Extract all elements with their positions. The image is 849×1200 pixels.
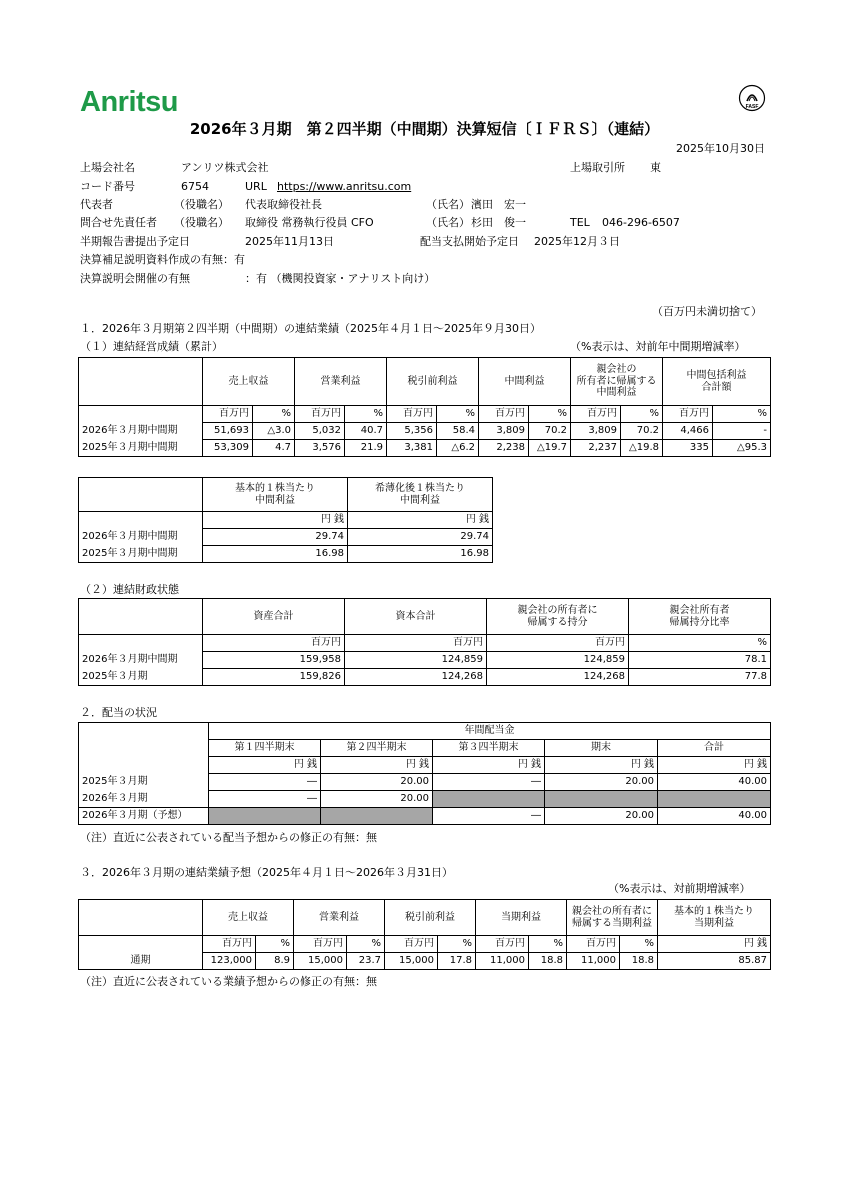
- url-label: URL: [245, 180, 267, 193]
- cell: 20.00: [545, 808, 658, 825]
- table-row: [79, 423, 771, 440]
- cell: 2,237: [571, 440, 621, 457]
- row-label: 2026年３月期中間期: [79, 529, 203, 546]
- cell: 3,809: [479, 423, 529, 440]
- unit: 百万円: [663, 406, 713, 423]
- company-logo: Anritsu: [80, 86, 178, 118]
- col-header: 親会社所有者 帰属持分比率: [629, 599, 771, 635]
- unit: %: [621, 406, 663, 423]
- cell: 17.8: [438, 953, 476, 970]
- cell: 124,268: [487, 669, 629, 686]
- unit: %: [253, 406, 295, 423]
- dividend-start-label: 配当支払開始予定日: [420, 235, 519, 248]
- row-label: 2025年３月期中間期: [79, 546, 203, 563]
- cell: 85.87: [658, 953, 771, 970]
- unit-row-label: [79, 512, 203, 529]
- unit: 円 銭: [348, 512, 493, 529]
- row-label: 通期: [79, 953, 203, 970]
- unit: %: [713, 406, 771, 423]
- unit: %: [620, 936, 658, 953]
- unit: %: [529, 936, 567, 953]
- cell: △19.8: [621, 440, 663, 457]
- code-label: コード番号: [80, 180, 135, 193]
- unit: 百万円: [345, 635, 487, 652]
- shaded-cell: [545, 791, 658, 808]
- dividend-note: （注）直近に公表されている配当予想からの修正の有無：無: [80, 831, 377, 844]
- code: 6754: [181, 180, 209, 193]
- rep-name: 濱田 宏一: [471, 198, 526, 211]
- shaded-cell: [321, 808, 433, 825]
- cell: 124,859: [487, 652, 629, 669]
- unit-row-label: [79, 757, 209, 774]
- unit: 百万円: [571, 406, 621, 423]
- cell: 20.00: [321, 774, 433, 791]
- unit: %: [437, 406, 479, 423]
- unit: 円 銭: [209, 757, 321, 774]
- col-header: 基本的１株当たり 中間利益: [203, 478, 348, 512]
- financial-position-table: [78, 598, 771, 686]
- unit: %: [529, 406, 571, 423]
- section2-title: ２．配当の状況: [80, 706, 157, 719]
- cell: △95.3: [713, 440, 771, 457]
- operating-results-table: [78, 357, 771, 457]
- contact-label: 問合せ先責任者: [80, 216, 157, 229]
- cell: 2,238: [479, 440, 529, 457]
- cell: 124,859: [345, 652, 487, 669]
- forecast-note: （注）直近に公表されている業績予想からの修正の有無：無: [80, 975, 377, 988]
- col-header: 営業利益: [294, 900, 385, 936]
- group-header: 年間配当金: [209, 723, 771, 740]
- cell: 16.98: [203, 546, 348, 563]
- table-row: [79, 669, 771, 686]
- table-row: [79, 652, 771, 669]
- contact-title: 取締役 常務執行役員 CFO: [245, 216, 374, 229]
- row-label: 2025年３月期中間期: [79, 440, 203, 457]
- shaded-cell: [209, 808, 321, 825]
- cell: 15,000: [385, 953, 438, 970]
- col-header: 売上収益: [203, 358, 295, 406]
- cell: 15,000: [294, 953, 347, 970]
- cell: 29.74: [203, 529, 348, 546]
- cell: 8.9: [256, 953, 294, 970]
- row-label: 2025年３月期: [79, 774, 209, 791]
- corner-cell: [79, 358, 203, 406]
- unit-row-label: [79, 936, 203, 953]
- exchange: 東: [650, 161, 661, 174]
- report-date: 2025年10月30日: [676, 142, 765, 155]
- unit: %: [347, 936, 385, 953]
- dividend-table: [78, 722, 771, 825]
- cell: 40.00: [658, 808, 771, 825]
- cell: 51,693: [203, 423, 253, 440]
- cell: ―: [433, 774, 545, 791]
- contact-name-label: （氏名）: [426, 216, 470, 229]
- shaded-cell: [658, 791, 771, 808]
- page-title: 2026年３月期 第２四半期（中間期）決算短信〔ＩＦＲＳ〕（連結）: [189, 120, 660, 138]
- fasf-badge-icon: [738, 84, 766, 112]
- col-header: 期末: [545, 740, 658, 757]
- unit: 円 銭: [658, 757, 771, 774]
- col-header: 第３四半期末: [433, 740, 545, 757]
- cell: 5,032: [295, 423, 345, 440]
- supp-label: 決算補足説明資料作成の有無：有: [80, 253, 245, 266]
- cell: 21.9: [345, 440, 387, 457]
- corner-cell: [79, 740, 209, 757]
- col-header: 親会社の 所有者に帰属する 中間利益: [571, 358, 663, 406]
- section3-note-pct: （%表示は、対前期増減率）: [608, 882, 751, 895]
- report-date-value: 2025年11月13日: [245, 235, 334, 248]
- row-label: 2026年３月期（予想）: [79, 808, 209, 825]
- unit: %: [256, 936, 294, 953]
- section3-title: ３．2026年３月期の連結業績予想（2025年４月１日～2026年３月31日）: [80, 866, 453, 879]
- corner-cell: [79, 900, 203, 936]
- briefing-label: 決算説明会開催の有無: [80, 272, 190, 285]
- table-row: [79, 808, 771, 825]
- cell: 159,958: [203, 652, 345, 669]
- col-header: 税引前利益: [387, 358, 479, 406]
- cell: -: [713, 423, 771, 440]
- cell: 5,356: [387, 423, 437, 440]
- forecast-table: [78, 899, 771, 970]
- section1-sub1-note: （%表示は、対前年中間期増減率）: [570, 340, 746, 353]
- col-header: 合計: [658, 740, 771, 757]
- cell: 3,809: [571, 423, 621, 440]
- cell: 3,576: [295, 440, 345, 457]
- cell: 70.2: [529, 423, 571, 440]
- cell: 18.8: [620, 953, 658, 970]
- row-label: 2026年３月期中間期: [79, 652, 203, 669]
- table-row: [79, 953, 771, 970]
- unit: 百万円: [567, 936, 620, 953]
- cell: 4,466: [663, 423, 713, 440]
- unit: 円 銭: [203, 512, 348, 529]
- section1-sub1: （１）連結経営成績（累計）: [80, 340, 223, 353]
- col-header: 税引前利益: [385, 900, 476, 936]
- col-header: 基本的１株当たり 当期利益: [658, 900, 771, 936]
- report-label: 半期報告書提出予定日: [80, 235, 190, 248]
- cell: △6.2: [437, 440, 479, 457]
- unit: %: [345, 406, 387, 423]
- cell: 40.7: [345, 423, 387, 440]
- unit: 円 銭: [545, 757, 658, 774]
- shaded-cell: [433, 791, 545, 808]
- cell: 11,000: [476, 953, 529, 970]
- row-label: 2026年３月期中間期: [79, 423, 203, 440]
- col-header: 資本合計: [345, 599, 487, 635]
- listed-company-label: 上場会社名: [80, 161, 135, 174]
- col-header: 希薄化後１株当たり 中間利益: [348, 478, 493, 512]
- col-header: 営業利益: [295, 358, 387, 406]
- company-url-link[interactable]: https://www.anritsu.com: [277, 180, 412, 193]
- table-row: [79, 546, 493, 563]
- cell: 3,381: [387, 440, 437, 457]
- unit: 百万円: [203, 635, 345, 652]
- exchange-label: 上場取引所: [570, 161, 625, 174]
- rep-name-label: （氏名）: [426, 198, 470, 211]
- section1-title: １．2026年３月期第２四半期（中間期）の連結業績（2025年４月１日～2025年９月30日）: [80, 322, 541, 335]
- unit: 百万円: [385, 936, 438, 953]
- unit: 円 銭: [321, 757, 433, 774]
- contact-title-label: （役職名）: [174, 216, 229, 229]
- unit: 百万円: [294, 936, 347, 953]
- contact-name: 杉田 俊一: [471, 216, 526, 229]
- dividend-start: 2025年12月３日: [534, 235, 620, 248]
- cell: 11,000: [567, 953, 620, 970]
- unit: 百万円: [295, 406, 345, 423]
- col-header: 資産合計: [203, 599, 345, 635]
- cell: 124,268: [345, 669, 487, 686]
- cell: ―: [209, 791, 321, 808]
- cell: 159,826: [203, 669, 345, 686]
- cell: 40.00: [658, 774, 771, 791]
- col-header: 当期利益: [476, 900, 567, 936]
- col-header: 中間包括利益 合計額: [663, 358, 771, 406]
- unit: 百万円: [203, 406, 253, 423]
- cell: △19.7: [529, 440, 571, 457]
- unit: 百万円: [387, 406, 437, 423]
- table-row: [79, 440, 771, 457]
- row-label: 2026年３月期: [79, 791, 209, 808]
- section1-sub2: （２）連結財政状態: [80, 583, 179, 596]
- unit-row-label: [79, 406, 203, 423]
- rep-title-label: （役職名）: [174, 198, 229, 211]
- col-header: 親会社の所有者に 帰属する持分: [487, 599, 629, 635]
- cell: 23.7: [347, 953, 385, 970]
- cell: 29.74: [348, 529, 493, 546]
- cell: 58.4: [437, 423, 479, 440]
- row-label: 2025年３月期: [79, 669, 203, 686]
- cell: 123,000: [203, 953, 256, 970]
- table-row: [79, 774, 771, 791]
- cell: 4.7: [253, 440, 295, 457]
- col-header: 親会社の所有者に 帰属する当期利益: [567, 900, 658, 936]
- unit: 円 銭: [658, 936, 771, 953]
- cell: 77.8: [629, 669, 771, 686]
- table-row: [79, 529, 493, 546]
- unit: %: [438, 936, 476, 953]
- cell: 20.00: [321, 791, 433, 808]
- corner-cell: [79, 723, 209, 740]
- col-header: 中間利益: [479, 358, 571, 406]
- tel: 046-296-6507: [602, 216, 680, 229]
- cell: 18.8: [529, 953, 567, 970]
- unit: 百万円: [487, 635, 629, 652]
- unit: 百万円: [203, 936, 256, 953]
- unit: 百万円: [479, 406, 529, 423]
- listed-company: アンリツ株式会社: [181, 161, 269, 174]
- cell: 78.1: [629, 652, 771, 669]
- unit: %: [629, 635, 771, 652]
- fasf-label: FASF: [745, 104, 759, 110]
- rep-title: 代表取締役社長: [245, 198, 322, 211]
- cell: ―: [433, 808, 545, 825]
- col-header: 第１四半期末: [209, 740, 321, 757]
- unit-row-label: [79, 635, 203, 652]
- rep-label: 代表者: [80, 198, 113, 211]
- cell: △3.0: [253, 423, 295, 440]
- eps-table: [78, 477, 493, 563]
- col-header: 第２四半期末: [321, 740, 433, 757]
- unit: 百万円: [476, 936, 529, 953]
- corner-cell: [79, 478, 203, 512]
- col-header: 売上収益: [203, 900, 294, 936]
- cell: 20.00: [545, 774, 658, 791]
- tel-label: TEL: [570, 216, 590, 229]
- rounding-note: （百万円未満切捨て）: [652, 305, 762, 318]
- cell: 16.98: [348, 546, 493, 563]
- unit: 円 銭: [433, 757, 545, 774]
- corner-cell: [79, 599, 203, 635]
- cell: ―: [209, 774, 321, 791]
- table-row: [79, 791, 771, 808]
- cell: 53,309: [203, 440, 253, 457]
- cell: 335: [663, 440, 713, 457]
- briefing: ：有 （機関投資家・アナリスト向け）: [245, 272, 436, 285]
- cell: 70.2: [621, 423, 663, 440]
